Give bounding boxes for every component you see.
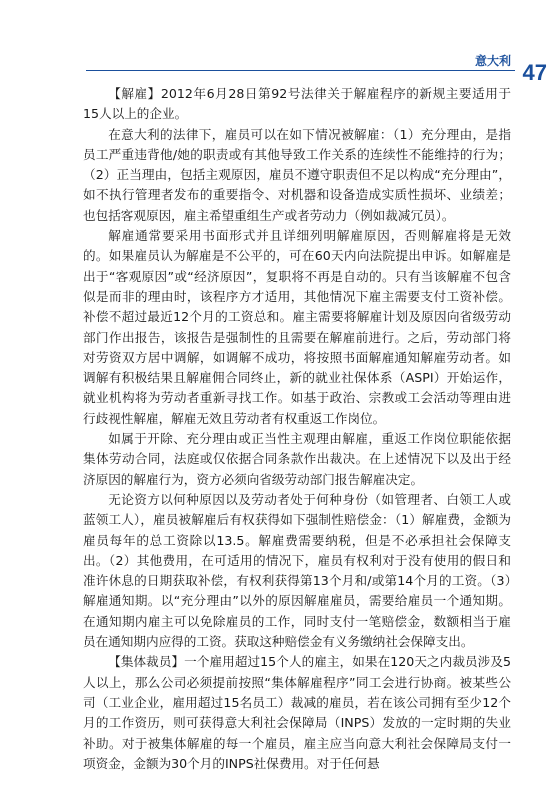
paragraph-reinstatement: 如属于开除、充分理由或正当性主观理由解雇，重返工作岗位职能依据集体劳动合同，法庭或仅依据合同条款作出裁决。在上述情况下以及出于经济原因的解雇行为，资方必须向省级劳动部门报告解雇决定。: [83, 431, 511, 487]
paragraph-collective-redundancy: 【集体裁员】一个雇用超过15个人的雇主，如果在120天之内裁员涉及5人以上，那么公司必须提前按照“集体解雇程序”同工会进行协商。被某些公司（工业企业，雇用超过15名员工）裁减的雇员，若在该公司拥有至少12个月的工作资历，则可获得意大利社会保障局（INPS）发放的一定时期的失业补助。对于被集体解雇的每一个雇员，雇主应当向意大利社会保障局支付一项资金，金额为30个月的INPS社保费用。对于任何悬: [83, 654, 511, 771]
section-label: 意大利: [474, 54, 511, 68]
paragraph-dismissal-intro: 【解雇】2012年6月28日第92号法律关于解雇程序的新规主要适用于15人以上的企业。: [83, 86, 511, 122]
paragraph-dismissal-grounds: 在意大利的法律下，雇员可以在如下情况被解雇：（1）充分理由，是指员工严重违背他/她的职责或有其他导致工作关系的连续性不能维持的行为；（2）正当理由，包括主观原因，雇员不遵守职责但不足以构成“充分理由”，如不执行管理者发布的重要指令、对机器和设备造成实质性损坏、业绩差；也包括客观原因，雇主希望重组生产或者劳动力（例如裁减冗员）。: [83, 126, 511, 223]
page-header: [0, 0, 559, 88]
page-number: 47: [522, 60, 547, 85]
body-text: [83, 84, 511, 774]
paragraph-dismissal-procedure: 解雇通常要采用书面形式并且详细列明解雇原因，否则解雇将是无效的。如果雇员认为解雇是不公平的，可在60天内向法院提出申诉。如解雇是出于“客观原因”或“经济原因”，复职将不再是自动的。只有当该解雇不包含似是而非的理由时，该程序方才适用，其他情况下雇主需要支付工资补偿。补偿不超过最近12个月的工资总和。雇主需要将解雇计划及原因向省级劳动部门作出报告，该报告是强制性的且需要在解雇前进行。之后，劳动部门将对劳资双方居中调解，如调解不成功，将按照书面解雇通知解雇劳动者。如调解有积极结果且解雇佣合同终止，新的就业社保体系（ASPI）开始运作，就业机构将为劳动者重新寻找工作。如基于政治、宗教或工会活动等理由进行歧视性解雇，解雇无效且劳动者有权重返工作岗位。: [83, 228, 511, 426]
header-rule: [86, 70, 515, 71]
paragraph-severance: 无论资方以何种原因以及劳动者处于何种身份（如管理者、白领工人或蓝领工人），雇员被解雇后有权获得如下强制性赔偿金：（1）解雇费，金额为雇员每年的总工资除以13.5。解雇费需要纳税，但是不必承担社会保障支出。（2）其他费用，在可适用的情况下，雇员有权利对于没有使用的假日和准许休息的日期获取补偿，有权利获得第13个月和/或第14个月的工资。（3）解雇通知期。以“充分理由”以外的原因解雇雇员，需要给雇员一个通知期。在通知期内雇主可以免除雇员的工作，同时支付一笔赔偿金，数额相当于雇员在通知期内应得的工资。获取这种赔偿金有义务缴纳社会保障支出。: [83, 491, 511, 650]
